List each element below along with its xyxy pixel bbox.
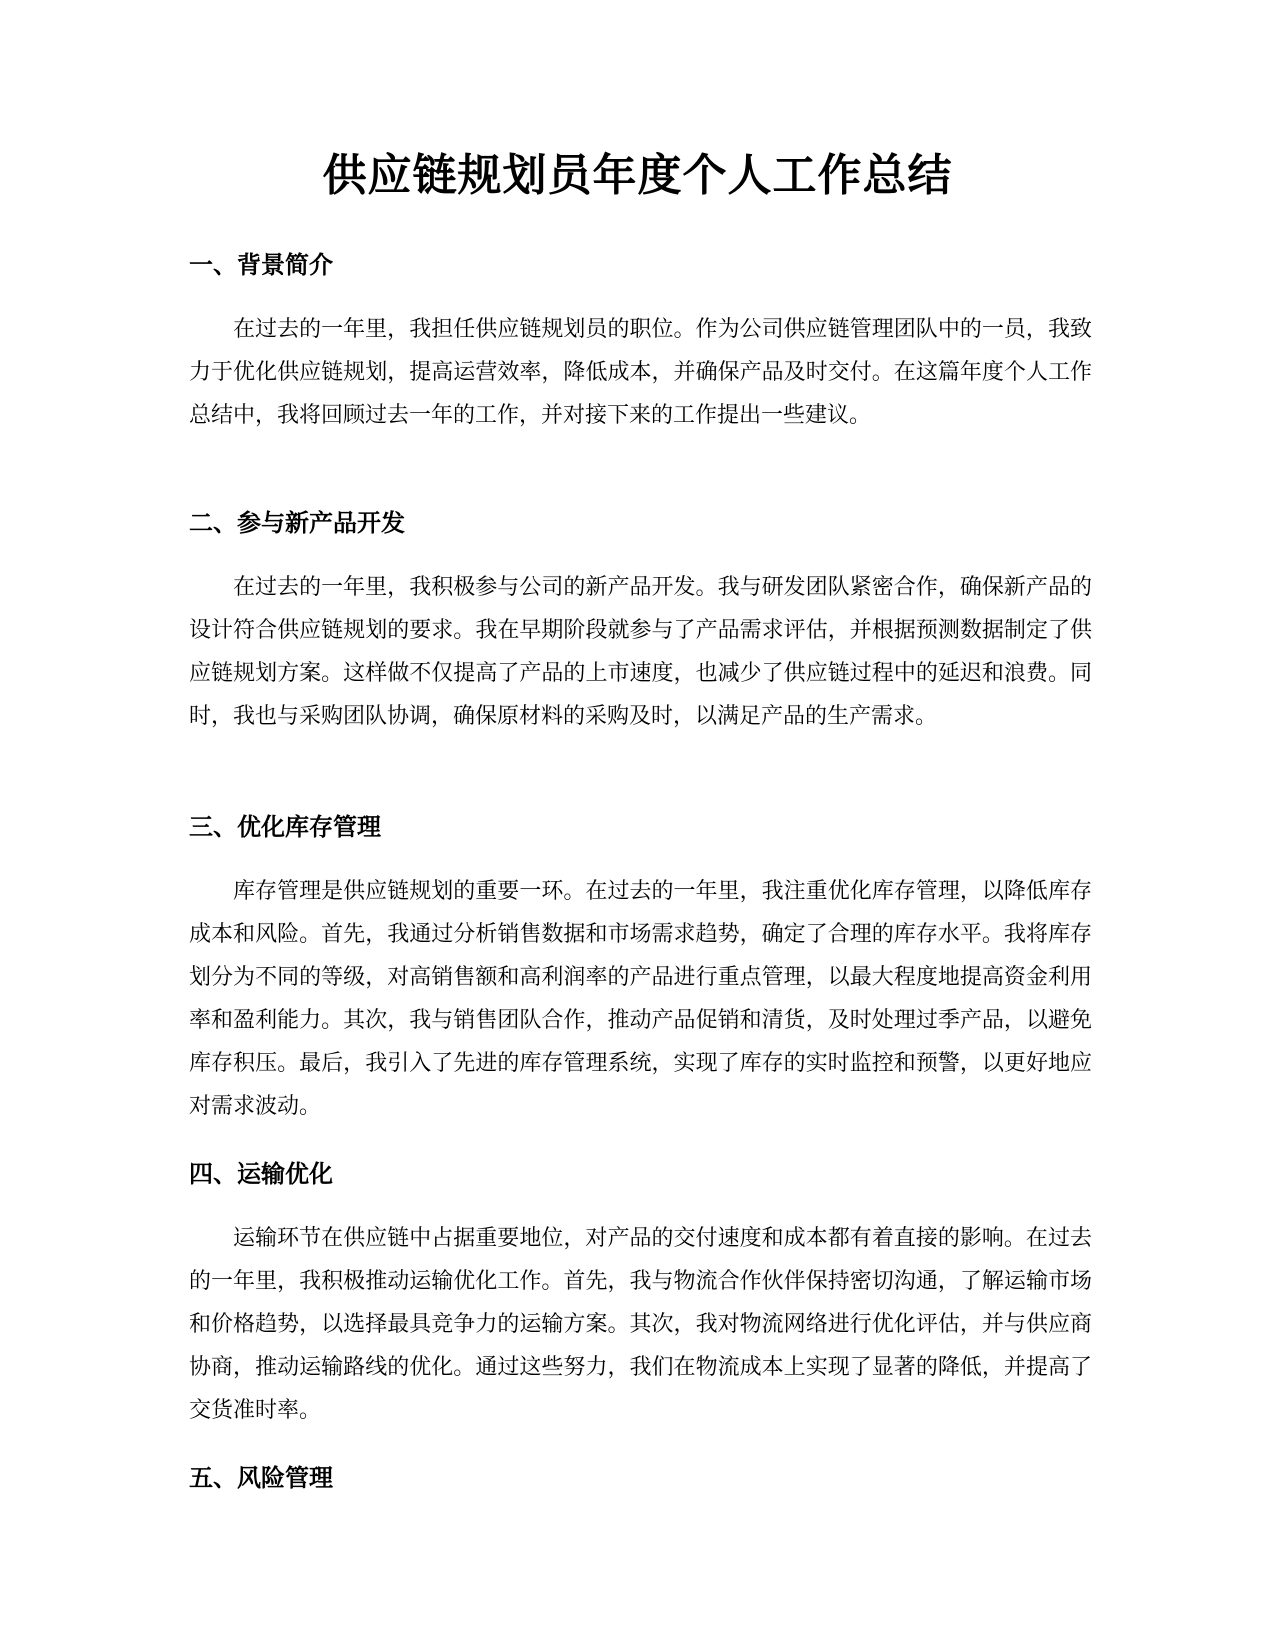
section-paragraph: 在过去的一年里，我积极参与公司的新产品开发。我与研发团队紧密合作，确保新产品的设计符合供应链规划的要求。我在早期阶段就参与了产品需求评估，并根据预测数据制定了供应链规划方案。这样做不仅提高了产品的上市速度，也减少了供应链过程中的延迟和浪费。同时，我也与采购团队协调，确保原材料的采购及时，以满足产品的生产需求。	[189, 575, 1092, 729]
section-paragraph: 在过去的一年里，我担任供应链规划员的职位。作为公司供应链管理团队中的一员，我致力于优化供应链规划，提高运营效率，降低成本，并确保产品及时交付。在这篇年度个人工作总结中，我将回顾过去一年的工作，并对接下来的工作提出一些建议。	[189, 317, 1092, 428]
section-inventory-management	[189, 810, 1092, 1128]
section-new-product-development	[189, 506, 1092, 738]
section-risk-management	[189, 1461, 1092, 1495]
section-paragraph: 运输环节在供应链中占据重要地位，对产品的交付速度和成本都有着直接的影响。在过去的一年里，我积极推动运输优化工作。首先，我与物流合作伙伴保持密切沟通，了解运输市场和价格趋势，以选择最具竞争力的运输方案。其次，我对物流网络进行优化评估，并与供应商协商，推动运输路线的优化。通过这些努力，我们在物流成本上实现了显著的降低，并提高了交货准时率。	[189, 1226, 1092, 1423]
section-transport-optimization	[189, 1157, 1092, 1432]
section-heading: 一、背景简介	[189, 251, 333, 279]
document-title: 供应链规划员年度个人工作总结	[322, 150, 953, 201]
section-heading: 三、优化库存管理	[189, 813, 381, 841]
section-heading: 五、风险管理	[189, 1464, 333, 1492]
section-heading: 二、参与新产品开发	[189, 509, 405, 537]
section-background	[189, 248, 1092, 437]
section-paragraph: 库存管理是供应链规划的重要一环。在过去的一年里，我注重优化库存管理，以降低库存成本和风险。首先，我通过分析销售数据和市场需求趋势，确定了合理的库存水平。我将库存划分为不同的等级，对高销售额和高利润率的产品进行重点管理，以最大程度地提高资金利用率和盈利能力。其次，我与销售团队合作，推动产品促销和清货，及时处理过季产品，以避免库存积压。最后，我引入了先进的库存管理系统，实现了库存的实时监控和预警，以更好地应对需求波动。	[189, 879, 1092, 1119]
section-heading: 四、运输优化	[189, 1160, 333, 1188]
